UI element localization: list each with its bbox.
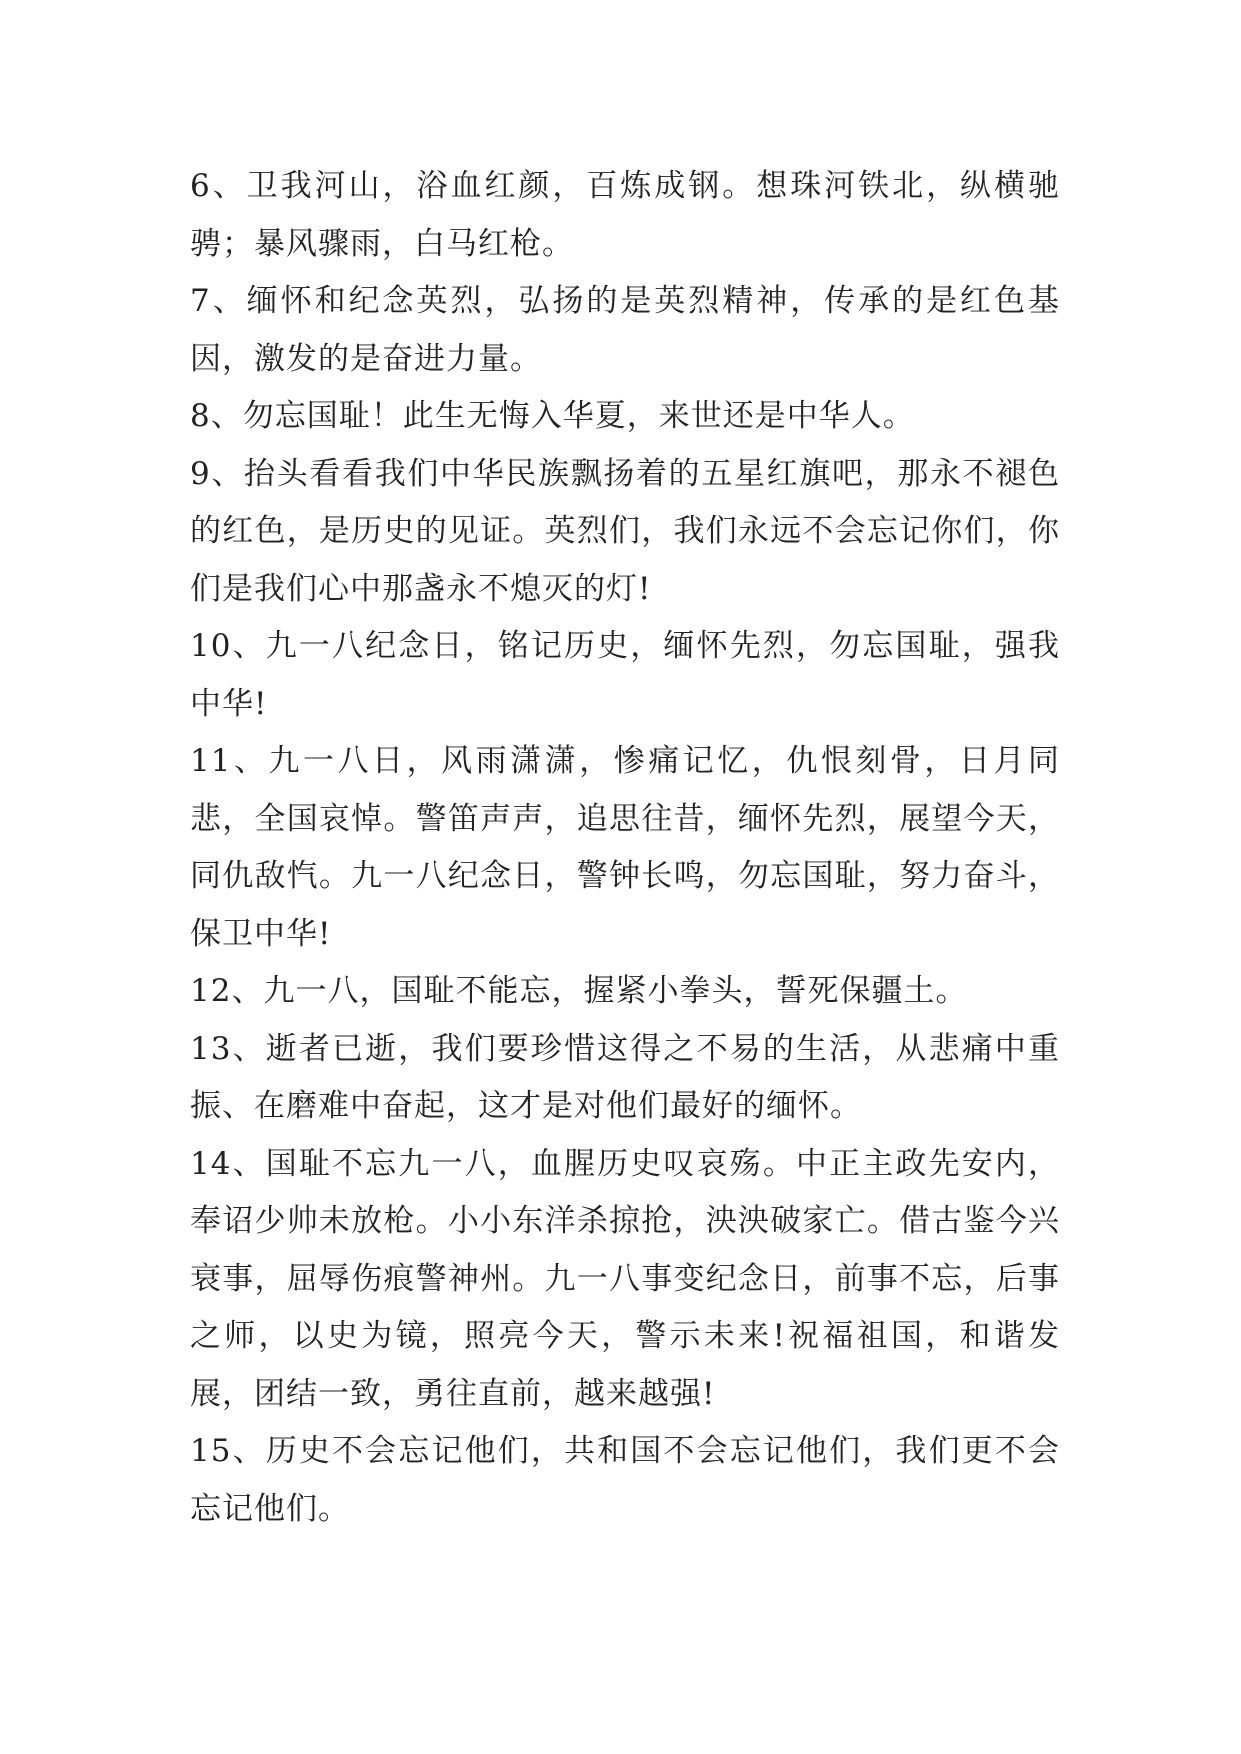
list-item-14: 14、国耻不忘九一八，血腥历史叹哀殇。中正主政先安内，奉诏少帅未放枪。小小东洋杀掠抢，泱泱破家亡。借古鉴今兴衰事，屈辱伤痕警神州。九一八事变纪念日，前事不忘，后事之师，以史为镜，照亮今天，警示未来!祝福祖国，和谐发展，团结一致，勇往直前，越来越强! (190, 1145, 1060, 1412)
list-item-13: 13、逝者已逝，我们要珍惜这得之不易的生活，从悲痛中重振、在磨难中奋起，这才是对他们最好的缅怀。 (190, 1030, 1060, 1124)
list-item-6: 6、卫我河山，浴血红颜，百炼成钢。想珠河铁北，纵横驰骋；暴风骤雨，白马红枪。 (190, 168, 1060, 262)
list-item-7: 7、缅怀和纪念英烈，弘扬的是英烈精神，传承的是红色基因，激发的是奋进力量。 (190, 283, 1060, 377)
list-item-12: 12、九一八，国耻不能忘，握紧小拳头，誓死保疆土。 (190, 973, 968, 1009)
list-item-10: 10、九一八纪念日，铭记历史，缅怀先烈，勿忘国耻，强我中华! (190, 628, 1060, 722)
document-body (190, 158, 1060, 1538)
list-item-8: 8、勿忘国耻！此生无悔入华夏，来世还是中华人。 (190, 398, 915, 434)
list-item-9: 9、抬头看看我们中华民族飘扬着的五星红旗吧，那永不褪色的红色，是历史的见证。英烈们，我们永远不会忘记你们，你们是我们心中那盏永不熄灭的灯! (190, 455, 1060, 607)
list-item-11: 11、九一八日，风雨潇潇，惨痛记忆，仇恨刻骨，日月同悲，全国哀悼。警笛声声，追思往昔，缅怀先烈，展望今天，同仇敌忾。九一八纪念日，警钟长鸣，勿忘国耻，努力奋斗，保卫中华! (190, 743, 1060, 952)
list-item-15: 15、历史不会忘记他们，共和国不会忘记他们，我们更不会忘记他们。 (190, 1433, 1060, 1527)
